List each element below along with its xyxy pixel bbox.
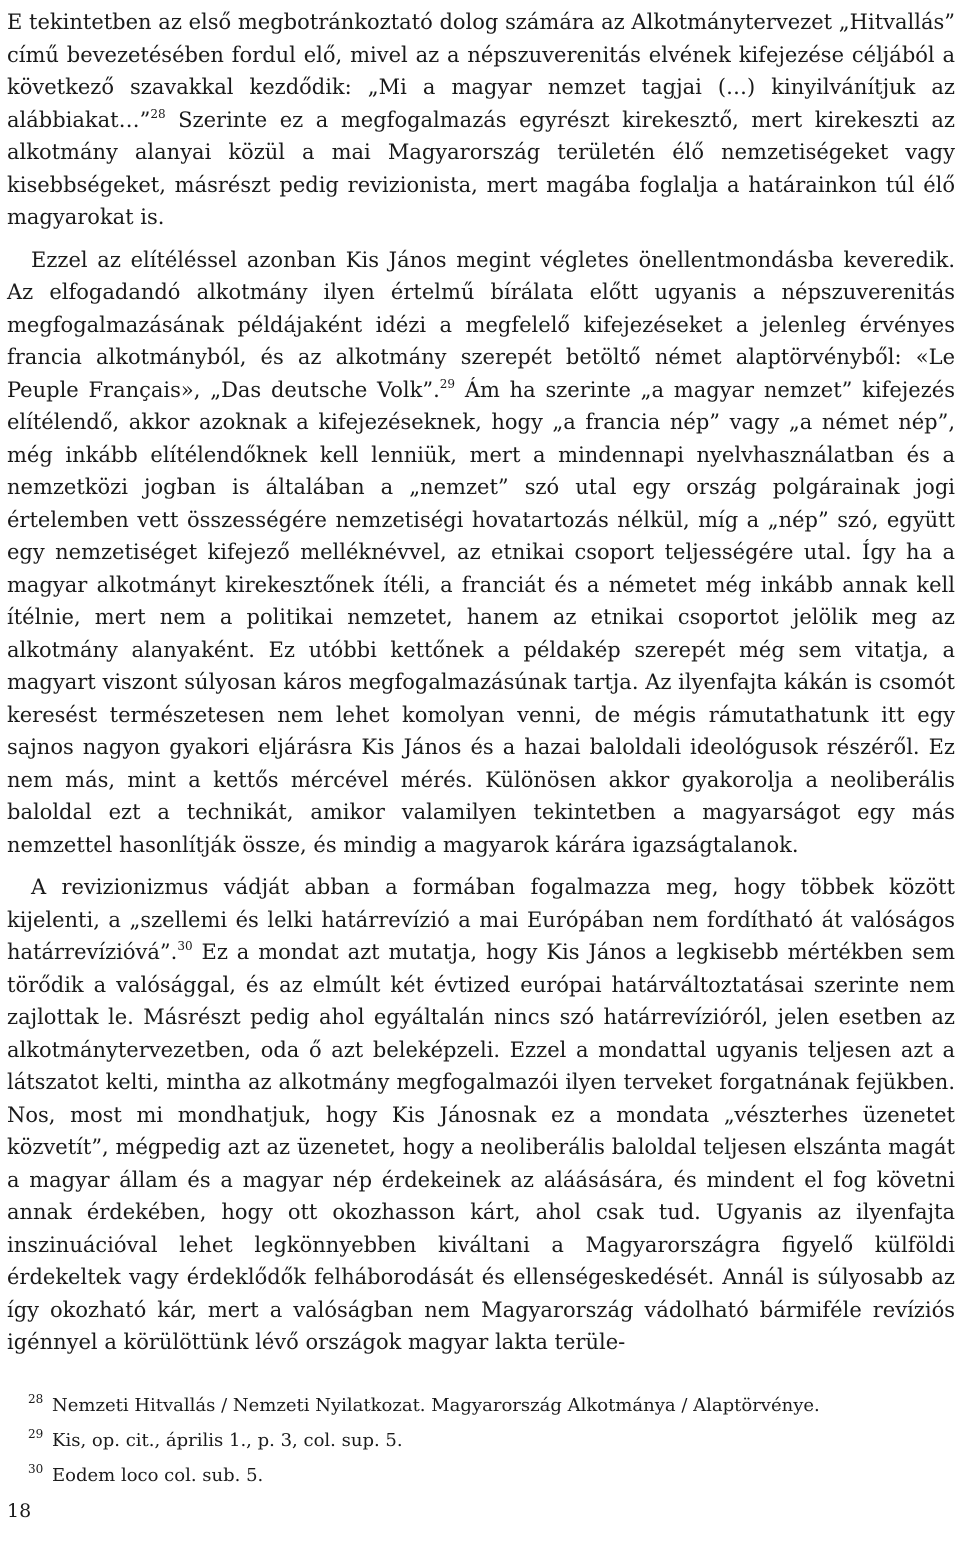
paragraph-3	[7, 871, 955, 1359]
paragraph-text: E tekintetben az első megbotránkoztató dolog számára az Alkotmánytervezet „Hitvallás” című bevezetésében fordul elő, mivel az a népszuverenitás elvének kifejezése céljából a következő szavakkal kezdődik: „Mi a magyar nemzet tagjai (…) kinyilvánítjuk az alábbiakat…”	[7, 10, 955, 132]
paragraph-2	[7, 244, 955, 862]
footnote-ref-29: 29	[439, 376, 456, 391]
footnote-text: Eodem loco col. sub. 5.	[52, 1465, 264, 1486]
paragraph-text: Ezzel az elítéléssel azonban Kis János megint végletes önellentmondásba keveredik. Az elfogadandó alkotmány ilyen értelmű bírálata előtt ugyanis a népszuverenitás megfogalmazásának példájaként idézi a megfelelő kifejezéseket a jelenleg érvényes francia alkotmányból, és az alkotmány szerepét betöltő német alaptörvényből: «Le Peuple Français», „Das deutsche Volk”.	[7, 247, 955, 402]
footnote-29: 29 Kis, op. cit., április 1., p. 3, col. sup. 5.	[28, 1427, 403, 1451]
footnote-30: 30 Eodem loco col. sub. 5.	[28, 1462, 264, 1486]
footnotes	[28, 1388, 938, 1493]
page-body	[7, 6, 955, 1359]
footnote-28: 28 Nemzeti Hitvallás / Nemzeti Nyilatkozat. Magyarország Alkotmánya / Alaptörvénye.	[28, 1392, 820, 1416]
footnote-ref-28: 28	[150, 106, 166, 121]
footnote-text: Nemzeti Hitvallás / Nemzeti Nyilatkozat. Magyarország Alkotmánya / Alaptörvénye.	[52, 1395, 820, 1416]
page-number: 18	[7, 1500, 32, 1522]
footnote-ref-30: 30	[177, 939, 193, 953]
paragraph-text: A revizionizmus vádját abban a formában fogalmazza meg, hogy többek között kijelenti, a „szellemi és lelki határrevízió a mai Európában nem fordítható át valóságos határrevízióvá”.	[7, 875, 955, 964]
paragraph-text: Ez a mondat azt mutatja, hogy Kis János a legkisebb mértékben sem törődik a valósággal, és az elmúlt két évtized európai határváltoztatásai szerinte nem zajlottak le. Másrészt pedig ahol egyáltalán nincs szó határrevízióról, jelen esetben az alkotmánytervezetben, oda ő azt beleképzeli. Ezzel a mondattal ugyanis teljesen azt a látszatot kelti, mintha az alkotmány megfogalmazói ilyen terveket forgatnának fejükben. Nos, most mi mondhatjuk, hogy Kis Jánosnak ez a mondata „vészterhes üzenetet közvetít”, mégpedig azt az üzenetet, hogy a neoliberális baloldal teljesen elszánta magát a magyar állam és a magyar nép érdekeinek az aláásására, és mindent el fog követni annak érdekében, hogy ott okozhasson kárt, ahol csak tud. Ugyanis az ilyenfajta inszinuációval lehet legkönnyebben kiváltani a Magyarországra figyelő külföldi érdekeltek vagy érdeklődők felháborodását és ellenségeskedését. Annál is súlyosabb az így okozható kár, mert a valóságban nem Magyarország vádolható bármiféle revíziós igénnyel a körülöttünk lévő országok magyar lakta terüle-	[7, 940, 955, 1354]
paragraph-text: Szerinte ez a megfogalmazás egyrészt kirekesztő, mert kirekeszti az alkotmány alanyai közül a mai Magyarország területén élő nemzetiségeket vagy kisebbségeket, másrészt pedig revizionista, mert magába foglalja a határainkon túl élő magyarokat is.	[7, 107, 955, 229]
paragraph-1	[7, 6, 955, 234]
paragraph-text: Ám ha szerinte „a magyar nemzet” kifejezés elítélendő, akkor azoknak a kifejezéseknek, hogy „a francia nép” vagy „a német nép”, még inkább elítélendőknek kell lenniük, mert a mindennapi nyelvhasználatban és a nemzetközi jogban is általában a „nemzet” szó utal egy ország polgárainak jogi értelemben vett összességére nemzetiségi hovatartozás nélkül, míg a „nép” szó, együtt egy nemzetiséget kifejező melléknévvel, az etnikai csoport teljességére utal. Így ha a magyar alkotmányt kirekesztőnek ítéli, a franciát és a németet még inkább annak kell ítélnie, mert nem a politikai nemzetet, hanem az etnikai csoportot jelölik meg az alkotmány alanyaként. Ez utóbbi kettőnek a példakép szerepét még sem vitatja, a magyart viszont súlyosan káros megfogalmazásúnak tartja. Az ilyenfajta kákán is csomót keresést természetesen nem lehet komolyan venni, de mégis rámutathatunk itt egy sajnos nagyon gyakori eljárásra Kis János és a hazai baloldali ideológusok részéről. Ez nem más, mint a kettős mércével mérés. Különösen akkor gyakorolja a neoliberális baloldal ezt a technikát, amikor valamilyen tekintetben a magyarságot egy más nemzettel hasonlítják össze, és mindig a magyarok kárára igazságtalanok.	[7, 377, 955, 857]
footnote-text: Kis, op. cit., április 1., p. 3, col. sup. 5.	[52, 1430, 403, 1451]
